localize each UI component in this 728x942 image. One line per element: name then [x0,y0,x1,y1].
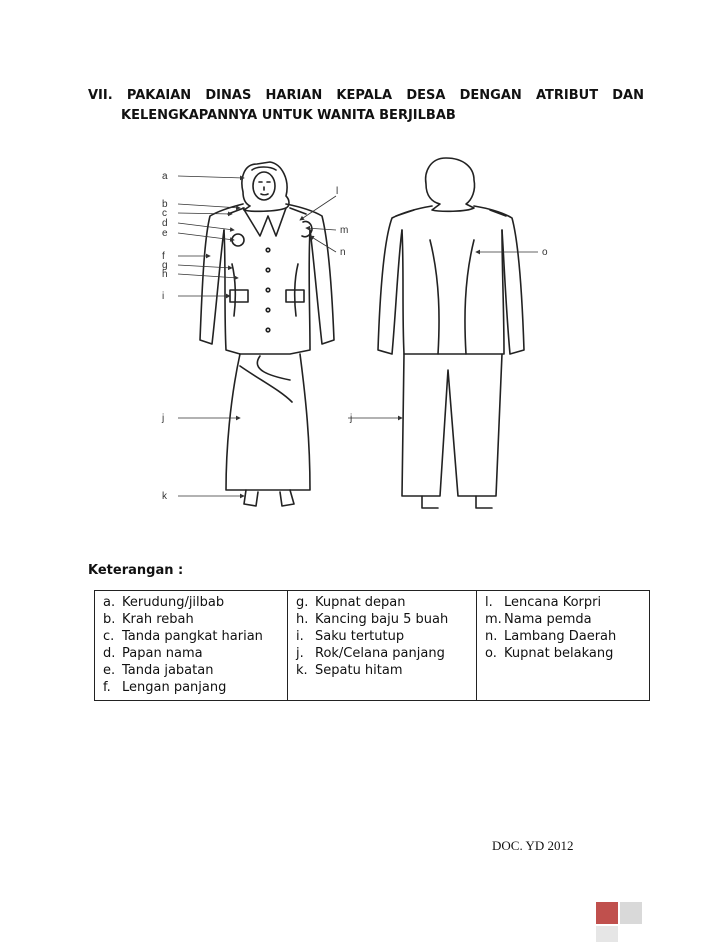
list-item: e. Tanda jabatan [103,663,214,678]
list-item: h. Kancing baju 5 buah [296,612,449,627]
legend-column-3 [477,591,650,701]
list-item: c. Tanda pangkat harian [103,629,263,644]
list-item: j. Rok/Celana panjang [296,646,445,661]
uniform-drawing [140,140,580,520]
list-item: k. Sepatu hitam [296,663,403,678]
label-j-back: j [350,413,353,424]
label-j-front: j [162,413,165,424]
heading-line-2: KELENGKAPANNYA UNTUK WANITA BERJILBAB [121,108,456,123]
decor-square-light [596,926,618,942]
label-o: o [542,247,548,258]
section-heading [88,86,644,126]
document-code: DOC. YD 2012 [492,838,574,853]
decor-square-red [596,902,618,924]
legend-column-2 [288,591,477,701]
legend-table [94,590,650,701]
label-k: k [162,491,167,502]
label-d: d [162,218,168,229]
list-item: l. Lencana Korpri [485,595,602,610]
label-pointers [178,176,538,496]
table-row [95,591,650,701]
label-l: l [336,186,339,197]
label-h: h [162,269,168,280]
list-item: m. Nama pemda [485,612,592,627]
label-e: e [162,228,168,239]
list-item: b. Krah rebah [103,612,194,627]
legend-column-1 [95,591,288,701]
heading-line-1: VII. PAKAIAN DINAS HARIAN KEPALA DESA DENGAN ATRIBUT DAN [88,86,644,106]
label-c: c [162,208,167,219]
list-item: d. Papan nama [103,646,203,661]
label-a: a [162,171,168,182]
label-b: b [162,199,168,210]
label-i: i [162,291,165,302]
list-item: f. Lengan panjang [103,680,227,695]
list-item: a. Kerudung/jilbab [103,595,225,610]
figure-labels [161,171,548,502]
label-f: f [162,251,165,262]
list-item: i. Saku tertutup [296,629,405,644]
label-g: g [162,260,168,271]
list-item: o. Kupnat belakang [485,646,614,661]
label-n: n [340,247,346,258]
list-item: g. Kupnat depan [296,595,406,610]
back-figure [378,158,524,508]
list-item: n. Lambang Daerah [485,629,617,644]
keterangan-heading: Keterangan : [88,563,184,578]
decor-square-gray [620,902,642,924]
heading-number: VII. [88,88,113,103]
label-m: m [340,225,349,236]
uniform-illustration [140,140,580,520]
